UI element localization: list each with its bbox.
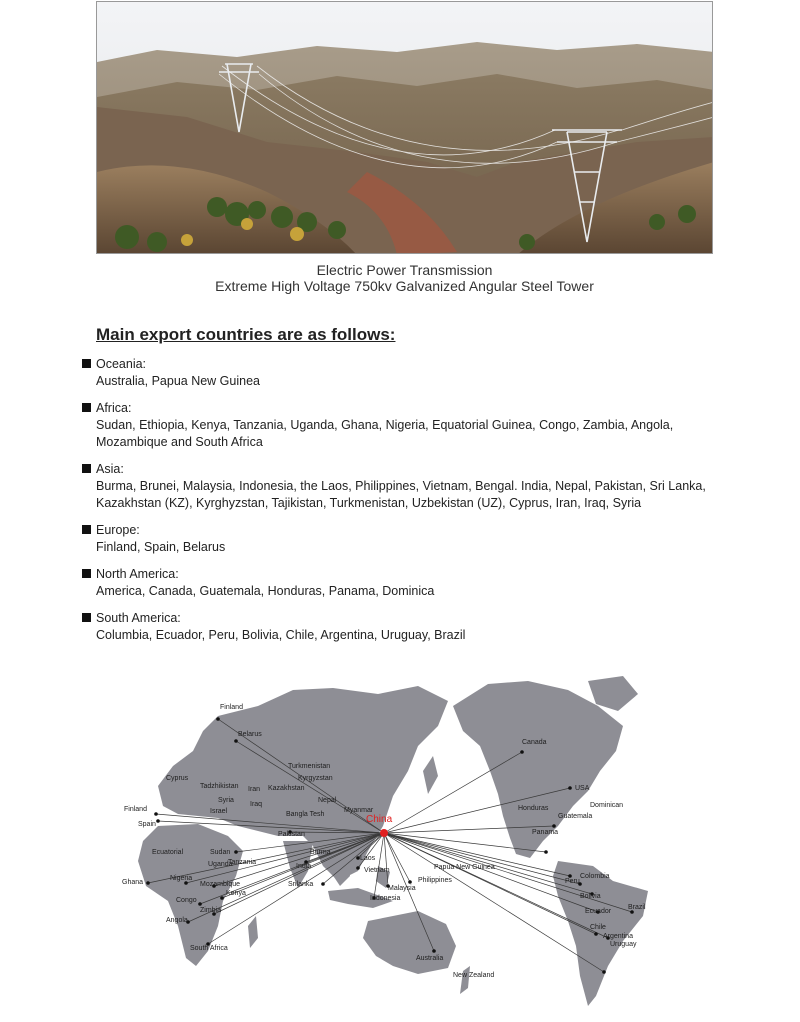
region-name: Asia: bbox=[96, 462, 124, 476]
map-country-label: New Zealand bbox=[453, 972, 495, 979]
destination-dot bbox=[432, 949, 436, 953]
destination-dot bbox=[156, 819, 160, 823]
map-country-label: Canada bbox=[522, 739, 547, 746]
map-country-label: Argentina bbox=[603, 933, 633, 940]
destination-dot bbox=[544, 850, 548, 854]
map-country-label: Myanmar bbox=[344, 807, 374, 814]
map-country-label: Iraq bbox=[250, 801, 263, 808]
map-country-label: Kyrgyzstan bbox=[298, 775, 333, 782]
map-country-label: Angola bbox=[166, 917, 188, 924]
destination-dot bbox=[602, 970, 606, 974]
map-country-label: Uganda bbox=[208, 861, 233, 868]
region-countries: Sudan, Ethiopia, Kenya, Tanzania, Uganda, Ghana, Nigeria, Equatorial Guinea, Congo, Zambia, Angola, Mozambique and South Africa bbox=[96, 418, 674, 449]
square-bullet-icon bbox=[82, 613, 91, 622]
region-countries: Burma, Brunei, Malaysia, Indonesia, the Laos, Philippines, Vietnam, Bengal. India, Nepal, Pakistan, Sri Lanka, Kazakhstan (KZ), Kyrghyzstan, Tajikistan, Turkmenistan, Uzbekistan (UZ), Cyprus, Iran, Iraq, Syria bbox=[96, 479, 706, 510]
map-country-label: Chile bbox=[590, 924, 606, 931]
map-country-label: Kazakhstan bbox=[268, 785, 305, 792]
map-country-label: USA bbox=[575, 785, 590, 792]
region-north-america bbox=[80, 566, 720, 600]
destination-dot bbox=[154, 812, 158, 816]
map-country-label: Honduras bbox=[518, 805, 549, 812]
export-regions-list bbox=[80, 356, 720, 654]
caption-line-2: Extreme High Voltage 750kv Galvanized Angular Steel Tower bbox=[215, 278, 594, 294]
export-route-line bbox=[374, 833, 384, 898]
map-country-label: Pakistan bbox=[278, 831, 305, 838]
transmission-tower-photo bbox=[96, 1, 713, 254]
destination-dot bbox=[234, 850, 238, 854]
map-country-label: Philippines bbox=[418, 877, 452, 884]
map-landmass bbox=[138, 676, 648, 1006]
map-country-label: Uruguay bbox=[610, 941, 637, 948]
map-country-label: Indonesia bbox=[370, 895, 401, 902]
map-country-label: Congo bbox=[176, 897, 197, 904]
export-route-line bbox=[384, 833, 580, 884]
region-name: Africa: bbox=[96, 401, 132, 415]
mountain-landscape-image bbox=[97, 2, 713, 254]
map-country-label: Panama bbox=[532, 829, 559, 836]
map-country-label: Ecuatorial bbox=[152, 849, 184, 856]
destination-dot bbox=[520, 750, 524, 754]
map-country-label: Nigeria bbox=[170, 875, 193, 882]
map-country-label: Guatemala bbox=[558, 813, 593, 820]
destination-dot bbox=[234, 739, 238, 743]
map-country-label: Tadzhikistan bbox=[200, 783, 239, 790]
map-country-label: Kenya bbox=[226, 890, 246, 897]
region-countries: Finland, Spain, Belarus bbox=[96, 540, 226, 554]
map-country-label: Ghana bbox=[122, 879, 144, 886]
destination-dot bbox=[356, 866, 360, 870]
map-country-label: Bangla Tesh bbox=[286, 811, 325, 818]
map-country-label: South Africa bbox=[190, 945, 228, 952]
square-bullet-icon bbox=[82, 359, 91, 368]
square-bullet-icon bbox=[82, 569, 91, 578]
map-country-label: Finland bbox=[220, 704, 243, 711]
region-countries: America, Canada, Guatemala, Honduras, Panama, Dominica bbox=[96, 584, 435, 598]
square-bullet-icon bbox=[82, 403, 91, 412]
map-country-label: Australia bbox=[416, 955, 444, 962]
destination-dot bbox=[216, 717, 220, 721]
map-country-label: Mozambique bbox=[200, 881, 241, 888]
map-country-label: Israel bbox=[210, 808, 228, 815]
map-country-label: Nepal bbox=[318, 797, 337, 804]
destination-dot bbox=[220, 896, 224, 900]
region-africa bbox=[80, 400, 720, 451]
region-oceania bbox=[80, 356, 720, 390]
map-country-label: Zimbia bbox=[200, 907, 222, 914]
map-country-label: Bolivia bbox=[580, 893, 601, 900]
map-country-label: Brazil bbox=[628, 904, 646, 911]
caption-line-1: Electric Power Transmission bbox=[316, 262, 493, 278]
map-country-label: Colombia bbox=[580, 873, 610, 880]
region-south-america bbox=[80, 610, 720, 644]
square-bullet-icon bbox=[82, 525, 91, 534]
square-bullet-icon bbox=[82, 464, 91, 473]
destination-dot bbox=[198, 902, 202, 906]
map-country-label: Cyprus bbox=[166, 775, 189, 782]
map-country-label: Papua New Guinea bbox=[434, 864, 495, 871]
region-countries: Columbia, Ecuador, Peru, Bolivia, Chile, Argentina, Uruguay, Brazil bbox=[96, 628, 466, 642]
map-country-label: Srilanka bbox=[288, 881, 314, 888]
origin-china-dot bbox=[380, 829, 388, 837]
photo-caption bbox=[96, 262, 713, 294]
destination-dot bbox=[321, 882, 325, 886]
world-map-graphic bbox=[118, 676, 658, 1016]
map-country-label: Laos bbox=[360, 855, 376, 862]
region-name: North America: bbox=[96, 567, 179, 581]
destination-dot bbox=[146, 881, 150, 885]
map-country-label: Dominican bbox=[590, 802, 624, 809]
destination-dot bbox=[568, 786, 572, 790]
region-name: South America: bbox=[96, 611, 181, 625]
region-countries: Australia, Papua New Guinea bbox=[96, 374, 260, 388]
map-country-label: Turkmenistan bbox=[288, 763, 331, 770]
destination-dot bbox=[594, 932, 598, 936]
map-country-label: Burma bbox=[310, 849, 331, 856]
map-country-label: India bbox=[296, 863, 312, 870]
section-heading: Main export countries are as follows: bbox=[96, 325, 396, 344]
map-country-label: Peru bbox=[565, 878, 580, 885]
map-country-label: Iran bbox=[248, 786, 261, 793]
map-country-label: Spain bbox=[138, 821, 156, 828]
map-country-label: Tanzania bbox=[228, 859, 257, 866]
map-country-label: Vietnam bbox=[364, 867, 390, 874]
map-country-label: Belarus bbox=[238, 731, 262, 738]
destination-dot bbox=[408, 880, 412, 884]
region-name: Europe: bbox=[96, 523, 140, 537]
region-name: Oceania: bbox=[96, 357, 147, 371]
map-country-label: Ecuador bbox=[585, 908, 612, 915]
export-world-map bbox=[118, 676, 658, 1016]
origin-china-label: China bbox=[366, 814, 393, 825]
map-country-label: Malaysia bbox=[388, 885, 416, 892]
destination-dot bbox=[552, 824, 556, 828]
map-country-label: Syria bbox=[218, 797, 234, 804]
map-country-label: Sudan bbox=[210, 849, 231, 856]
map-country-label: Finland bbox=[124, 806, 147, 813]
region-europe bbox=[80, 522, 720, 556]
region-asia bbox=[80, 461, 720, 512]
